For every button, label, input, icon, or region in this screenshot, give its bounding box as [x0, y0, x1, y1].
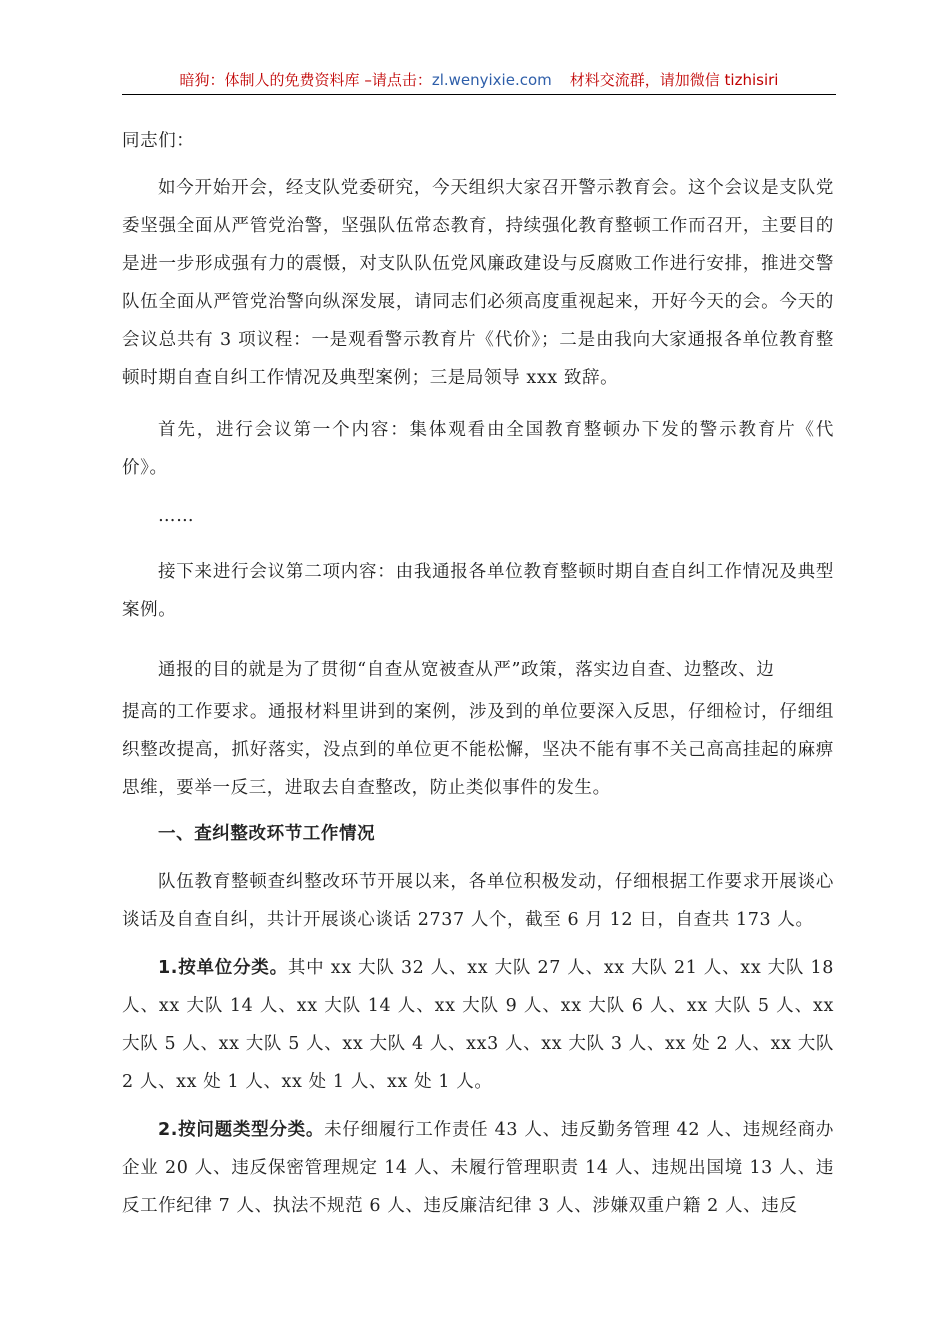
- paragraph-purpose-line1: 通报的目的就是为了贯彻“自查从宽被查从严”政策，落实边自查、边整改、边: [158, 660, 775, 680]
- by-type-lead: 2.按问题类型分类。: [158, 1120, 325, 1140]
- paragraph-ellipsis: ……: [158, 506, 195, 526]
- header-link[interactable]: zl.wenyixie.com: [431, 71, 552, 89]
- paragraph-first-item: 首先，进行会议第一个内容：集体观看由全国教育整顿办下发的警示教育片《代价》。: [122, 420, 834, 478]
- page-header: [122, 68, 836, 95]
- paragraph-summary: 队伍教育整顿查纠整改环节开展以来，各单位积极发动，仔细根据工作要求开展谈心谈话及自查自纠，共计开展谈心谈话 2737 人个，截至 6 月 12 日，自查共 173 人。: [122, 872, 834, 930]
- paragraph-second-item: 接下来进行会议第二项内容：由我通报各单位教育整顿时期自查自纠工作情况及典型案例。: [122, 562, 834, 620]
- paragraph-opening: 如今开始开会，经支队党委研究，今天组织大家召开警示教育会。这个会议是支队党委坚强全面从严管党治警，坚强队伍常态教育，持续强化教育整顿工作而召开，主要目的是进一步形成强有力的震慑，对支队队伍党风廉政建设与反腐败工作进行安排，推进交警队伍全面从严管党治警向纵深发展，请同志们必须高度重视起来，开好今天的会。今天的会议总共有 3 项议程：一是观看警示教育片《代价》；二是由我向大家通报各单位教育整顿时期自查自纠工作情况及典型案例；三是局领导 xxx 致辞。: [122, 178, 834, 388]
- by-type-text: 未仔细履行工作责任 43 人、违反勤务管理 42 人、违规经商办企业 20 人、违反保密管理规定 14 人、未履行管理职责 14 人、违规出国境 13 人、违反工作纪律 7 人、执法不规范 6 人、违反廉洁纪律 3 人、涉嫌双重户籍 2 人、违反: [122, 1120, 834, 1216]
- salutation: 同志们：: [122, 131, 195, 151]
- document-body: [122, 122, 834, 1225]
- by-unit-text: 其中 xx 大队 32 人、xx 大队 27 人、xx 大队 21 人、xx 大队 18 人、xx 大队 14 人、xx 大队 14 人、xx 大队 9 人、xx 大队 6 人、xx 大队 5 人、xx 大队 5 人、xx 大队 5 人、xx 大队 4 人、xx3 人、xx 大队 3 人、xx 处 2 人、xx 大队 2 人、xx 处 1 人、xx 处 1 人、xx 处 1 人。: [122, 958, 835, 1092]
- header-brand: 暗狗：体制人的免费资料库 –请点击：: [179, 71, 432, 89]
- paragraph-by-unit: [122, 949, 834, 1101]
- paragraph-purpose-rest: 提高的工作要求。通报材料里讲到的案例，涉及到的单位要深入反思，仔细检讨，仔细组织整改提高，抓好落实，没点到的单位更不能松懈，坚决不能有事不关己高高挂起的麻痹思维，要举一反三，进取去自查整改，防止类似事件的发生。: [122, 702, 834, 798]
- paragraph-by-type: [122, 1111, 834, 1225]
- by-unit-lead: 1.按单位分类。: [158, 958, 288, 978]
- section-heading: 一、查纠整改环节工作情况: [158, 824, 376, 844]
- header-contact: 材料交流群，请加微信 tizhisiri: [569, 71, 779, 89]
